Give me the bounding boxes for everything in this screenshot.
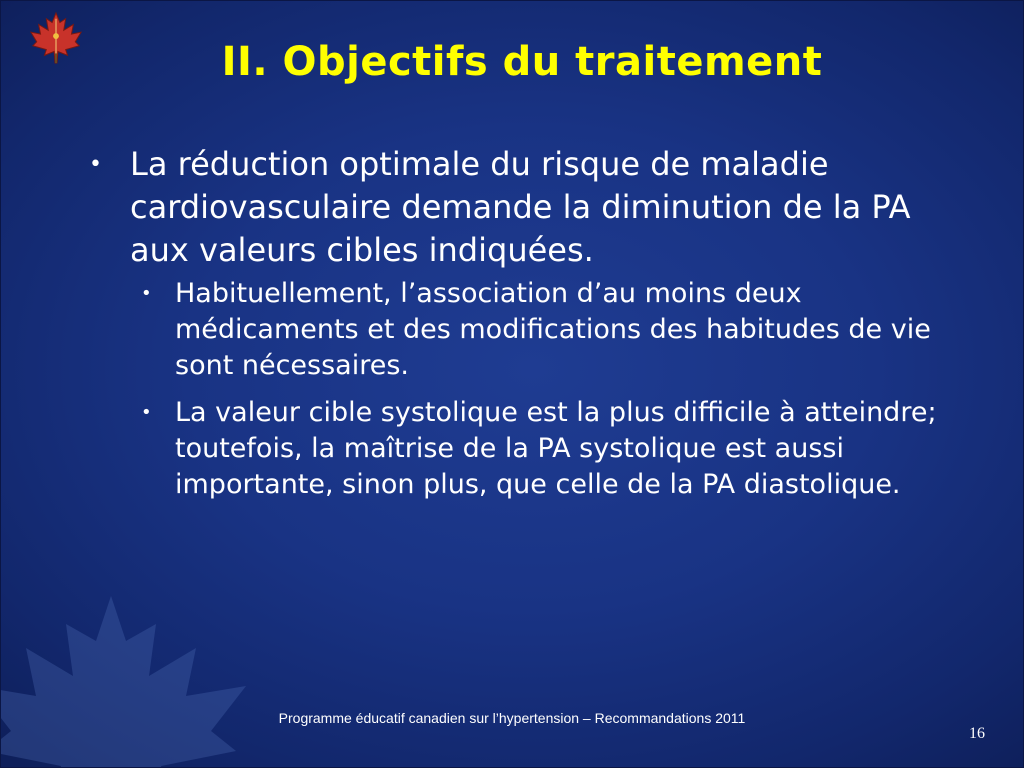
- sub-bullet-list: [141, 276, 965, 503]
- bullet-item: [85, 143, 965, 272]
- sub-bullet-item: [141, 276, 965, 384]
- slide-body: [85, 143, 965, 514]
- maple-leaf-watermark: [0, 586, 261, 768]
- sub-bullet-marker: •: [141, 283, 152, 304]
- sub-bullet-text: La valeur cible systolique est la plus difficile à atteindre; toutefois, la maîtrise de la PA systolique est aussi importante, sinon plus, que celle de la PA diastolique.: [175, 397, 937, 500]
- sub-bullet-text: Habituellement, l’association d’au moins deux médicaments et des modifications des habitudes de vie sont nécessaires.: [175, 278, 931, 381]
- slide-title: II. Objectifs du traitement: [221, 39, 823, 85]
- bullet-marker: •: [89, 152, 102, 177]
- bullet-text: La réduction optimale du risque de maladie cardiovasculaire demande la diminution de la PA aux valeurs cibles indiquées.: [130, 145, 911, 269]
- sub-bullet-item: [141, 395, 965, 503]
- slide-footer: Programme éducatif canadien sur l’hypertension – Recommandations 2011: [278, 710, 746, 726]
- sub-bullet-marker: •: [141, 402, 152, 423]
- page-number: 16: [969, 725, 985, 742]
